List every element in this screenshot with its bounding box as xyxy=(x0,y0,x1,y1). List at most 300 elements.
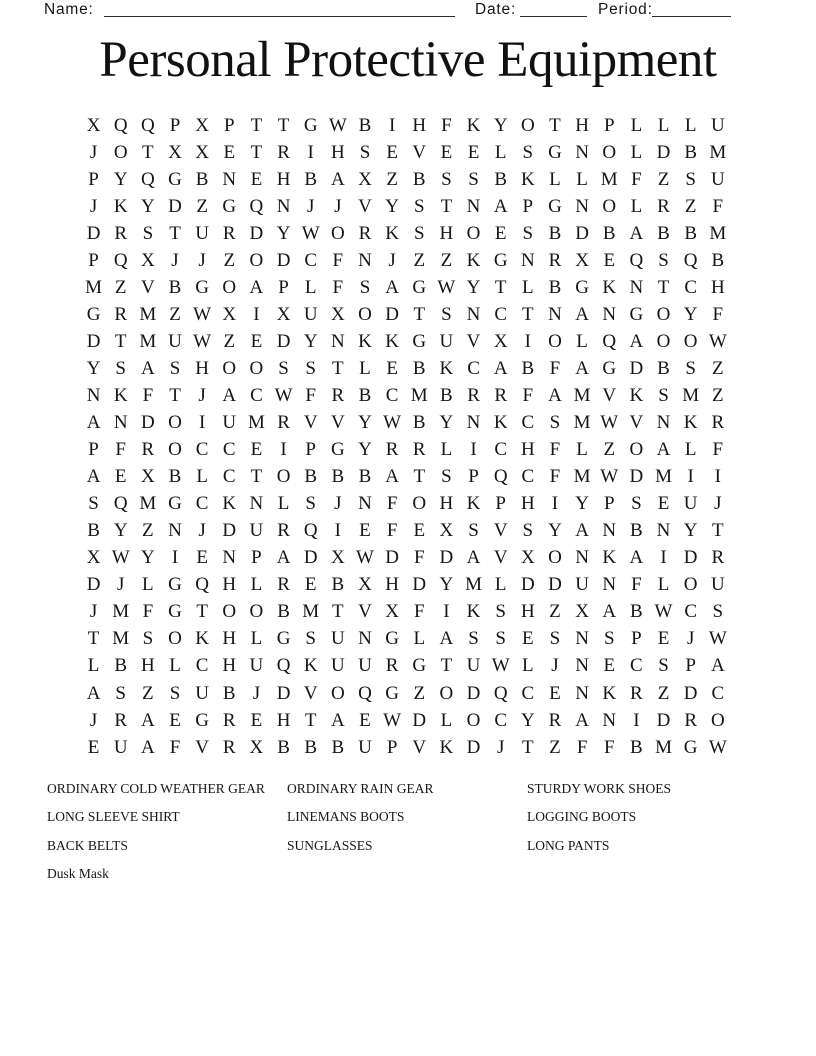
grid-letter: J xyxy=(171,249,179,271)
grid-letter: Z xyxy=(712,357,724,379)
grid-letter: B xyxy=(548,276,562,298)
grid-letter: N xyxy=(656,412,671,434)
grid-letter: X xyxy=(575,249,589,271)
grid-letter: L xyxy=(142,574,154,596)
word-list-item: STURDY WORK SHOES xyxy=(527,781,672,796)
grid-letter: M xyxy=(573,384,591,406)
grid-letter: V xyxy=(358,195,372,217)
word-search-grid xyxy=(80,112,731,761)
grid-letter: I xyxy=(198,412,206,434)
grid-letter: D xyxy=(683,547,698,569)
grid-letter: Q xyxy=(683,249,698,271)
grid-letter: A xyxy=(575,520,589,542)
grid-letter: S xyxy=(441,466,452,488)
grid-letter: Q xyxy=(276,655,291,677)
grid-letter: Z xyxy=(142,520,154,542)
grid-letter: B xyxy=(711,249,725,271)
grid-letter: T xyxy=(657,276,670,298)
grid-letter: D xyxy=(520,574,535,596)
grid-letter: U xyxy=(358,736,372,758)
grid-letter: S xyxy=(468,628,479,650)
grid-letter: L xyxy=(522,276,534,298)
grid-letter: P xyxy=(603,493,615,515)
grid-letter: T xyxy=(87,628,100,650)
grid-letter: D xyxy=(629,466,644,488)
grid-letter: Q xyxy=(113,249,128,271)
grid-letter: R xyxy=(222,736,236,758)
grid-letter: A xyxy=(656,439,671,461)
grid-letter: Z xyxy=(114,276,127,298)
grid-letter: H xyxy=(222,628,237,650)
grid-letter: X xyxy=(195,114,209,136)
grid-letter: F xyxy=(413,547,425,569)
grid-letter: E xyxy=(250,330,263,352)
grid-letter: A xyxy=(249,276,264,298)
grid-letter: X xyxy=(140,466,155,488)
grid-letter: S xyxy=(495,601,506,623)
grid-letter: L xyxy=(169,655,181,677)
grid-letter: G xyxy=(303,114,318,136)
grid-letter: O xyxy=(168,439,182,461)
grid-letter: Q xyxy=(113,493,128,515)
grid-letter: Y xyxy=(439,412,454,434)
grid-letter: F xyxy=(169,736,181,758)
grid-letter: M xyxy=(247,412,265,434)
grid-letter: B xyxy=(358,114,372,136)
grid-letter: G xyxy=(168,574,182,596)
grid-letter: K xyxy=(466,249,481,271)
grid-letter: S xyxy=(142,222,154,244)
grid-letter: V xyxy=(602,384,617,406)
grid-letter: E xyxy=(250,168,263,190)
grid-letter: F xyxy=(549,466,561,488)
grid-letter: S xyxy=(115,357,126,379)
grid-letter: B xyxy=(277,601,290,623)
grid-letter: A xyxy=(86,412,101,434)
grid-letter: A xyxy=(466,547,481,569)
grid-letter: P xyxy=(468,466,479,488)
grid-letter: W xyxy=(708,330,727,352)
grid-letter: E xyxy=(223,141,236,163)
grid-letter: D xyxy=(575,222,589,244)
grid-letter: A xyxy=(629,222,644,244)
grid-letter: N xyxy=(358,493,372,515)
grid-letter: T xyxy=(277,114,290,136)
grid-letter: O xyxy=(168,628,182,650)
grid-letter: A xyxy=(330,168,345,190)
grid-letter: I xyxy=(660,547,667,569)
grid-letter: G xyxy=(683,736,698,758)
grid-letter: Z xyxy=(169,303,181,325)
grid-letter: K xyxy=(493,412,508,434)
date-blank-line xyxy=(520,16,587,17)
grid-letter: M xyxy=(112,628,130,650)
grid-letter: Z xyxy=(196,195,208,217)
grid-letter: C xyxy=(684,276,697,298)
grid-letter: L xyxy=(413,628,426,650)
grid-letter: K xyxy=(466,601,481,623)
grid-letter: H xyxy=(412,114,427,136)
grid-letter: O xyxy=(249,249,264,271)
grid-letter: H xyxy=(222,655,237,677)
grid-letter: B xyxy=(277,736,290,758)
grid-letter: F xyxy=(603,736,615,758)
grid-letter: R xyxy=(494,384,508,406)
grid-letter: A xyxy=(140,709,155,731)
grid-letter: S xyxy=(278,357,289,379)
grid-letter: Q xyxy=(358,682,372,704)
grid-letter: Y xyxy=(140,195,155,217)
grid-letter: L xyxy=(304,276,317,298)
grid-letter: Z xyxy=(657,168,670,190)
grid-letter: X xyxy=(140,249,155,271)
grid-letter: S xyxy=(658,249,669,271)
grid-letter: Y xyxy=(385,195,399,217)
grid-letter: O xyxy=(710,709,725,731)
grid-letter: G xyxy=(385,682,399,704)
grid-letter: R xyxy=(114,222,128,244)
grid-letter: J xyxy=(334,493,342,515)
grid-letter: B xyxy=(412,168,426,190)
grid-letter: C xyxy=(494,303,508,325)
grid-letter: E xyxy=(522,628,534,650)
grid-letter: D xyxy=(656,709,671,731)
grid-letter: T xyxy=(522,303,534,325)
grid-letter: O xyxy=(249,357,264,379)
grid-letter: G xyxy=(548,195,562,217)
grid-letter: R xyxy=(548,249,562,271)
grid-letter: J xyxy=(198,249,206,271)
grid-letter: N xyxy=(358,249,372,271)
grid-letter: O xyxy=(330,222,345,244)
grid-letter: T xyxy=(522,736,534,758)
grid-letter: M xyxy=(655,736,672,758)
grid-letter: Z xyxy=(603,439,616,461)
grid-letter: K xyxy=(629,384,644,406)
grid-letter: O xyxy=(466,709,481,731)
grid-letter: V xyxy=(629,412,644,434)
grid-letter: Z xyxy=(549,736,561,758)
grid-letter: H xyxy=(222,574,237,596)
grid-letter: O xyxy=(222,276,237,298)
grid-letter: H xyxy=(385,574,399,596)
grid-letter: X xyxy=(86,114,101,136)
grid-letter: Y xyxy=(113,168,128,190)
grid-letter: R xyxy=(412,439,426,461)
grid-letter: R xyxy=(711,412,725,434)
grid-letter: N xyxy=(276,195,291,217)
grid-letter: M xyxy=(139,330,157,352)
grid-letter: H xyxy=(710,276,725,298)
grid-letter: R xyxy=(114,303,128,325)
grid-letter: H xyxy=(520,493,535,515)
grid-letter: Z xyxy=(549,601,561,623)
word-list-item: LOGGING BOOTS xyxy=(527,809,637,825)
grid-letter: E xyxy=(657,628,670,650)
grid-letter: S xyxy=(305,357,316,379)
grid-letter: Z xyxy=(684,195,697,217)
grid-letter: O xyxy=(113,141,128,163)
grid-letter: P xyxy=(305,439,316,461)
grid-letter: W xyxy=(301,222,320,244)
grid-letter: G xyxy=(575,276,589,298)
grid-letter: F xyxy=(332,276,344,298)
grid-letter: T xyxy=(332,357,344,379)
grid-letter: N xyxy=(222,168,237,190)
grid-letter: O xyxy=(412,493,427,515)
grid-letter: U xyxy=(222,412,237,434)
grid-letter: U xyxy=(249,520,264,542)
grid-letter: M xyxy=(139,493,157,515)
grid-letter: R xyxy=(548,709,562,731)
grid-letter: L xyxy=(576,330,588,352)
date-label: Date: xyxy=(475,1,517,18)
grid-letter: C xyxy=(521,412,535,434)
grid-letter: C xyxy=(195,655,209,677)
grid-letter: X xyxy=(168,141,182,163)
grid-letter: D xyxy=(656,141,671,163)
grid-letter: H xyxy=(439,493,454,515)
grid-letter: E xyxy=(304,574,317,596)
grid-letter: Q xyxy=(493,466,508,488)
grid-letter: G xyxy=(86,303,101,325)
grid-letter: W xyxy=(708,628,727,650)
grid-letter: U xyxy=(466,655,481,677)
grid-letter: K xyxy=(602,276,617,298)
grid-letter: T xyxy=(494,276,507,298)
grid-letter: X xyxy=(276,303,291,325)
grid-letter: H xyxy=(195,357,209,379)
word-list-item: LONG SLEEVE SHIRT xyxy=(47,809,180,825)
grid-letter: M xyxy=(573,466,591,488)
grid-letter: F xyxy=(142,384,154,406)
grid-letter: Q xyxy=(113,114,128,136)
grid-letter: S xyxy=(468,168,479,190)
grid-letter: W xyxy=(383,709,402,731)
grid-letter: A xyxy=(439,628,454,650)
grid-letter: B xyxy=(412,412,426,434)
grid-letter: I xyxy=(470,439,477,461)
grid-letter: Y xyxy=(575,493,589,515)
grid-letter: W xyxy=(708,736,727,758)
grid-letter: L xyxy=(250,574,263,596)
grid-letter: R xyxy=(385,655,399,677)
grid-letter: E xyxy=(169,709,181,731)
grid-letter: D xyxy=(86,330,101,352)
grid-letter: D xyxy=(412,574,427,596)
grid-letter: V xyxy=(493,547,508,569)
grid-letter: L xyxy=(657,574,670,596)
grid-letter: S xyxy=(522,222,534,244)
grid-letter: D xyxy=(276,682,291,704)
grid-letter: G xyxy=(493,249,508,271)
grid-letter: S xyxy=(441,168,452,190)
grid-letter: P xyxy=(88,249,99,271)
grid-letter: A xyxy=(493,195,508,217)
grid-letter: P xyxy=(386,736,398,758)
grid-letter: V xyxy=(195,736,209,758)
grid-letter: X xyxy=(330,547,345,569)
grid-letter: P xyxy=(278,276,289,298)
grid-letter: Q xyxy=(629,249,644,271)
grid-letter: P xyxy=(522,195,534,217)
grid-letter: T xyxy=(440,195,453,217)
grid-letter: J xyxy=(252,682,261,704)
grid-letter: S xyxy=(441,303,452,325)
grid-letter: S xyxy=(169,357,181,379)
grid-letter: U xyxy=(575,574,589,596)
grid-letter: C xyxy=(711,682,725,704)
grid-letter: H xyxy=(330,141,345,163)
grid-letter: L xyxy=(684,439,697,461)
grid-letter: F xyxy=(549,439,561,461)
grid-letter: T xyxy=(413,466,426,488)
grid-letter: F xyxy=(332,249,344,271)
grid-letter: Z xyxy=(142,682,154,704)
grid-letter: D xyxy=(222,520,237,542)
grid-letter: B xyxy=(657,222,670,244)
grid-letter: N xyxy=(629,276,644,298)
grid-letter: K xyxy=(466,493,481,515)
grid-letter: S xyxy=(522,520,534,542)
grid-letter: N xyxy=(222,547,237,569)
grid-letter: D xyxy=(629,357,644,379)
grid-letter: F xyxy=(576,736,588,758)
grid-letter: N xyxy=(466,303,481,325)
grid-letter: N xyxy=(602,520,617,542)
grid-letter: D xyxy=(385,547,399,569)
grid-letter: P xyxy=(685,655,696,677)
grid-letter: O xyxy=(683,330,698,352)
grid-letter: M xyxy=(600,168,618,190)
grid-letter: D xyxy=(276,249,291,271)
grid-letter: V xyxy=(412,141,427,163)
grid-letter: D xyxy=(683,682,698,704)
grid-letter: A xyxy=(276,547,291,569)
grid-letter: F xyxy=(441,114,452,136)
grid-letter: Q xyxy=(140,168,155,190)
grid-letter: N xyxy=(113,412,128,434)
grid-letter: T xyxy=(114,330,127,352)
word-list-item: Dusk Mask xyxy=(47,865,109,881)
grid-letter: L xyxy=(522,655,534,677)
grid-letter: T xyxy=(712,520,724,542)
grid-letter: G xyxy=(330,439,345,461)
grid-letter: V xyxy=(466,330,481,352)
grid-letter: N xyxy=(466,412,481,434)
grid-letter: H xyxy=(575,114,589,136)
grid-letter: U xyxy=(710,168,725,190)
grid-letter: C xyxy=(494,439,508,461)
grid-letter: B xyxy=(222,682,236,704)
grid-letter: O xyxy=(629,439,644,461)
grid-letter: F xyxy=(712,195,724,217)
grid-letter: L xyxy=(576,439,588,461)
grid-letter: T xyxy=(332,601,344,623)
grid-letter: J xyxy=(89,195,98,217)
grid-letter: A xyxy=(140,736,155,758)
grid-letter: Y xyxy=(276,222,291,244)
grid-letter: R xyxy=(141,439,155,461)
grid-letter: X xyxy=(86,547,101,569)
grid-letter: K xyxy=(466,114,481,136)
grid-letter: R xyxy=(467,384,480,406)
grid-letter: E xyxy=(440,141,453,163)
grid-letter: I xyxy=(388,114,396,136)
grid-letter: M xyxy=(302,601,320,623)
period-blank-line xyxy=(652,16,731,17)
grid-letter: W xyxy=(383,412,402,434)
grid-letter: U xyxy=(710,114,725,136)
grid-letter: I xyxy=(334,520,341,542)
grid-letter: R xyxy=(222,222,236,244)
grid-letter: H xyxy=(439,222,454,244)
grid-letter: X xyxy=(249,736,264,758)
grid-letter: W xyxy=(654,601,673,623)
grid-letter: R xyxy=(277,412,290,434)
grid-letter: N xyxy=(656,520,671,542)
grid-letter: D xyxy=(385,303,399,325)
grid-letter: G xyxy=(412,276,427,298)
grid-letter: S xyxy=(549,412,561,434)
puzzle-title: Personal Protective Equipment xyxy=(99,32,717,88)
grid-letter: D xyxy=(548,574,562,596)
grid-letter: A xyxy=(548,384,562,406)
grid-letter: V xyxy=(358,601,372,623)
grid-letter: S xyxy=(468,520,479,542)
grid-letter: E xyxy=(386,357,398,379)
grid-letter: L xyxy=(549,168,561,190)
grid-letter: W xyxy=(600,466,619,488)
grid-letter: C xyxy=(195,439,209,461)
grid-letter: B xyxy=(602,222,616,244)
grid-letter: E xyxy=(196,547,208,569)
grid-letter: N xyxy=(86,384,101,406)
grid-letter: C xyxy=(494,709,508,731)
grid-letter: B xyxy=(684,141,697,163)
grid-letter: A xyxy=(86,682,101,704)
grid-letter: F xyxy=(386,493,398,515)
grid-letter: E xyxy=(359,709,371,731)
grid-letter: Z xyxy=(223,249,236,271)
grid-letter: X xyxy=(222,303,237,325)
grid-letter: Q xyxy=(140,114,155,136)
grid-letter: U xyxy=(168,330,182,352)
grid-letter: J xyxy=(551,655,559,677)
grid-letter: L xyxy=(87,655,100,677)
grid-letter: B xyxy=(412,357,426,379)
grid-letter: B xyxy=(195,168,209,190)
grid-letter: Y xyxy=(548,520,562,542)
grid-letter: A xyxy=(629,330,644,352)
grid-letter: R xyxy=(331,384,345,406)
grid-letter: I xyxy=(551,493,559,515)
grid-letter: B xyxy=(630,520,643,542)
grid-letter: U xyxy=(439,330,454,352)
grid-letter: F xyxy=(631,574,642,596)
grid-letter: K xyxy=(303,655,318,677)
grid-letter: S xyxy=(88,493,99,515)
grid-letter: N xyxy=(602,574,617,596)
grid-letter: D xyxy=(466,682,481,704)
grid-letter: Q xyxy=(249,195,264,217)
grid-letter: A xyxy=(575,303,589,325)
name-label: Name: xyxy=(44,1,94,18)
word-list-column xyxy=(527,775,671,860)
word-list-item: SUNGLASSES xyxy=(287,837,373,853)
grid-letter: T xyxy=(169,222,181,244)
grid-letter: F xyxy=(712,303,724,325)
